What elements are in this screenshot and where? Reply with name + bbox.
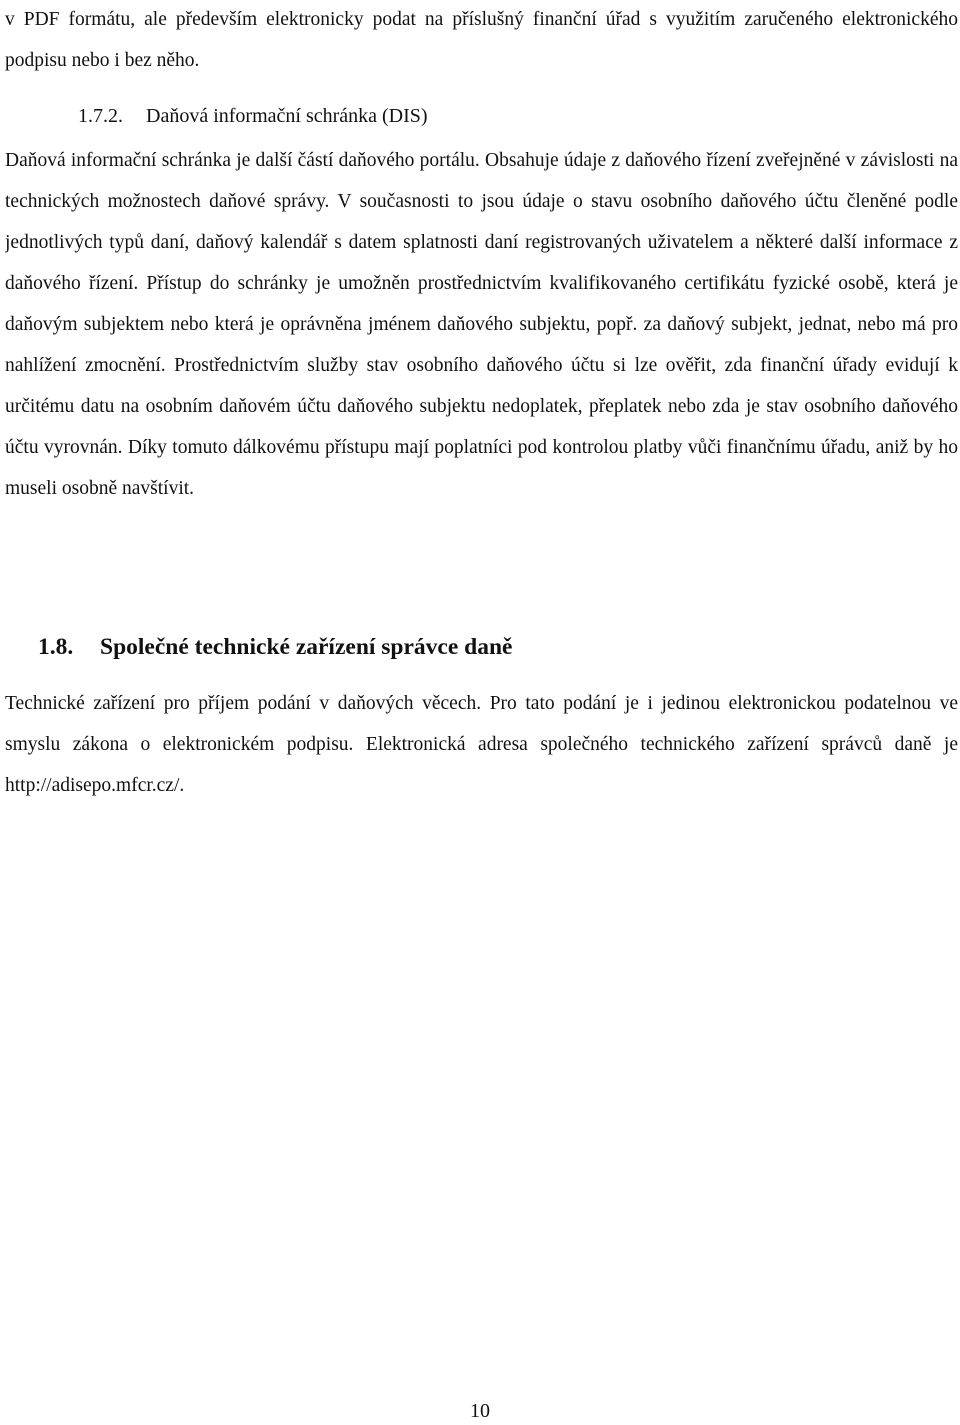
section-heading	[38, 625, 513, 669]
dis-paragraph: Daňová informační schránka je další částí daňového portálu. Obsahuje údaje z daňového řízení zveřejněné v závislosti na technických možnostech daňové správy. V současnosti to jsou údaje o stavu osobního daňového účtu členěné podle jednotlivých typů daní, daňový kalendář s datem splatnosti daní registrovaných uživatelem a některé další informace z daňového řízení. Přístup do schránky je umožněn prostřednictvím kvalifikovaného certifikátu fyzické osobě, která je daňovým subjektem nebo která je oprávněna jménem daňového subjektu, popř. za daňový subjekt, jednat, nebo má pro nahlížení zmocnění. Prostřednictvím služby stav osobního daňového účtu si lze ověřit, zda finanční úřady evidují k určitému datu na osobním daňovém účtu daňového subjektu nedoplatek, přeplatek nebo zda je stav osobního daňového účtu vyrovnán. Díky tomuto dálkovému přístupu mají poplatníci pod kontrolou platby vůči finančnímu úřadu, aniž by ho museli osobně navštívit.	[5, 150, 958, 499]
intro-paragraph: v PDF formátu, ale především elektronicky podat na příslušný finanční úřad s využitím zaručeného elektronického podpisu nebo i bez něho.	[5, 9, 958, 71]
subsection-title: Daňová informační schránka (DIS)	[146, 105, 428, 127]
section-title: Společné technické zařízení správce daně	[100, 634, 513, 660]
subsection-number: 1.7.2.	[78, 105, 123, 127]
tech-paragraph: Technické zařízení pro příjem podání v daňových věcech. Pro tato podání je i jedinou elektronickou podatelnou ve smyslu zákona o elektronickém podpisu. Elektronická adresa společného technického zařízení správců daně je http://adisepo.mfcr.cz/.	[5, 693, 958, 796]
section-number: 1.8.	[38, 634, 74, 660]
page-number: 10	[470, 1400, 490, 1422]
subsection-heading	[78, 96, 428, 136]
